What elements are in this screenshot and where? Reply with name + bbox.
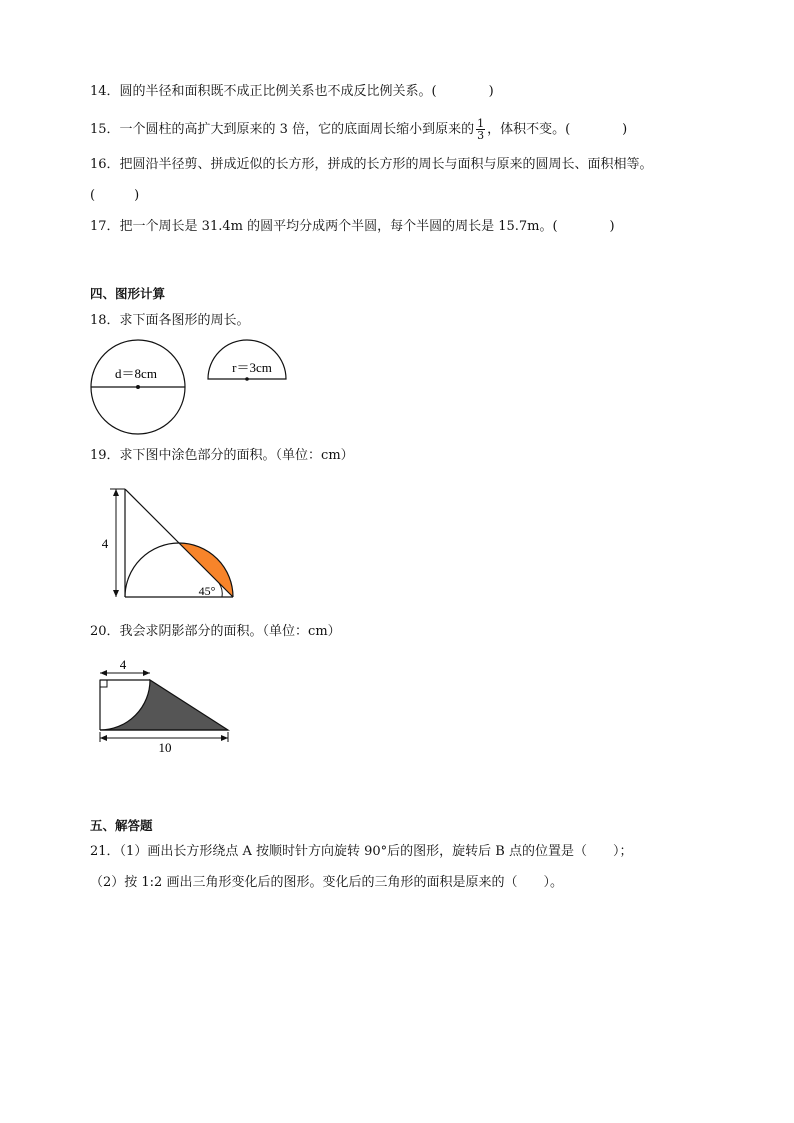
- height-label: 4: [101, 536, 109, 551]
- height-arrow-top: [113, 489, 119, 496]
- height-arrow-bottom: [113, 590, 119, 597]
- question-15-text-after: ，体积不变。( ): [487, 122, 628, 137]
- circle-center-dot: [136, 385, 140, 389]
- section-4-heading: 四、图形计算: [90, 286, 166, 301]
- circle-figure: [88, 336, 208, 436]
- top-dimension-label: 4: [119, 657, 127, 672]
- question-17: 17．把一个周长是 31.4m 的圆平均分成两个半圆，每个半圆的周长是 15.7m。( ): [90, 219, 615, 234]
- question-16-line1: 16．把圆沿半径剪、拼成近似的长方形，拼成的长方形的周长与面积与原来的圆周长、面积相等。: [90, 157, 653, 172]
- right-angle-mark: [100, 680, 107, 687]
- question-15-text-before: 15．一个圆柱的高扩大到原来的 3 倍，它的底面周长缩小到原来的: [90, 122, 475, 137]
- fraction-one-third: [476, 118, 485, 141]
- section-5-heading: 五、解答题: [90, 818, 153, 833]
- question-21-part1: 21．（1）画出长方形绕点 A 按顺时针方向旋转 90°后的图形，旋转后 B 点的位置是（ ）；: [90, 844, 633, 859]
- semicircle-center-dot: [245, 377, 249, 381]
- question-16-answer-blank: ( ): [90, 188, 140, 203]
- quarter-circle-triangle-figure: [94, 656, 244, 756]
- bottom-arrow-right: [221, 735, 228, 741]
- angle-label: 45°: [198, 584, 216, 598]
- question-14: 14．圆的半径和面积既不成正比例关系也不成反比例关系。( ): [90, 84, 494, 99]
- question-15: [90, 118, 627, 141]
- circle-diameter-label: d＝8cm: [115, 366, 157, 381]
- semicircle-figure: [206, 338, 296, 388]
- question-20: 20．我会求阴影部分的面积。（单位：cm）: [90, 624, 341, 639]
- question-19: 19．求下图中涂色部分的面积。（单位：cm）: [90, 448, 354, 463]
- fraction-numerator: 1: [477, 117, 485, 130]
- question-18: 18．求下面各图形的周长。: [90, 313, 250, 328]
- bottom-dimension-label: 10: [158, 740, 172, 755]
- shaded-region: [100, 680, 228, 730]
- semicircle-radius-label: r＝3cm: [232, 360, 272, 375]
- triangle-semicircle-figure: [95, 485, 255, 610]
- hypotenuse-line: [125, 489, 233, 597]
- question-21-part2: （2）按 1:2 画出三角形变化后的图形。变化后的三角形的面积是原来的（ ）。: [90, 875, 563, 890]
- bottom-arrow-left: [100, 735, 107, 741]
- fraction-denominator: 3: [477, 129, 485, 142]
- top-arrow-right: [143, 670, 150, 676]
- top-arrow-left: [100, 670, 107, 676]
